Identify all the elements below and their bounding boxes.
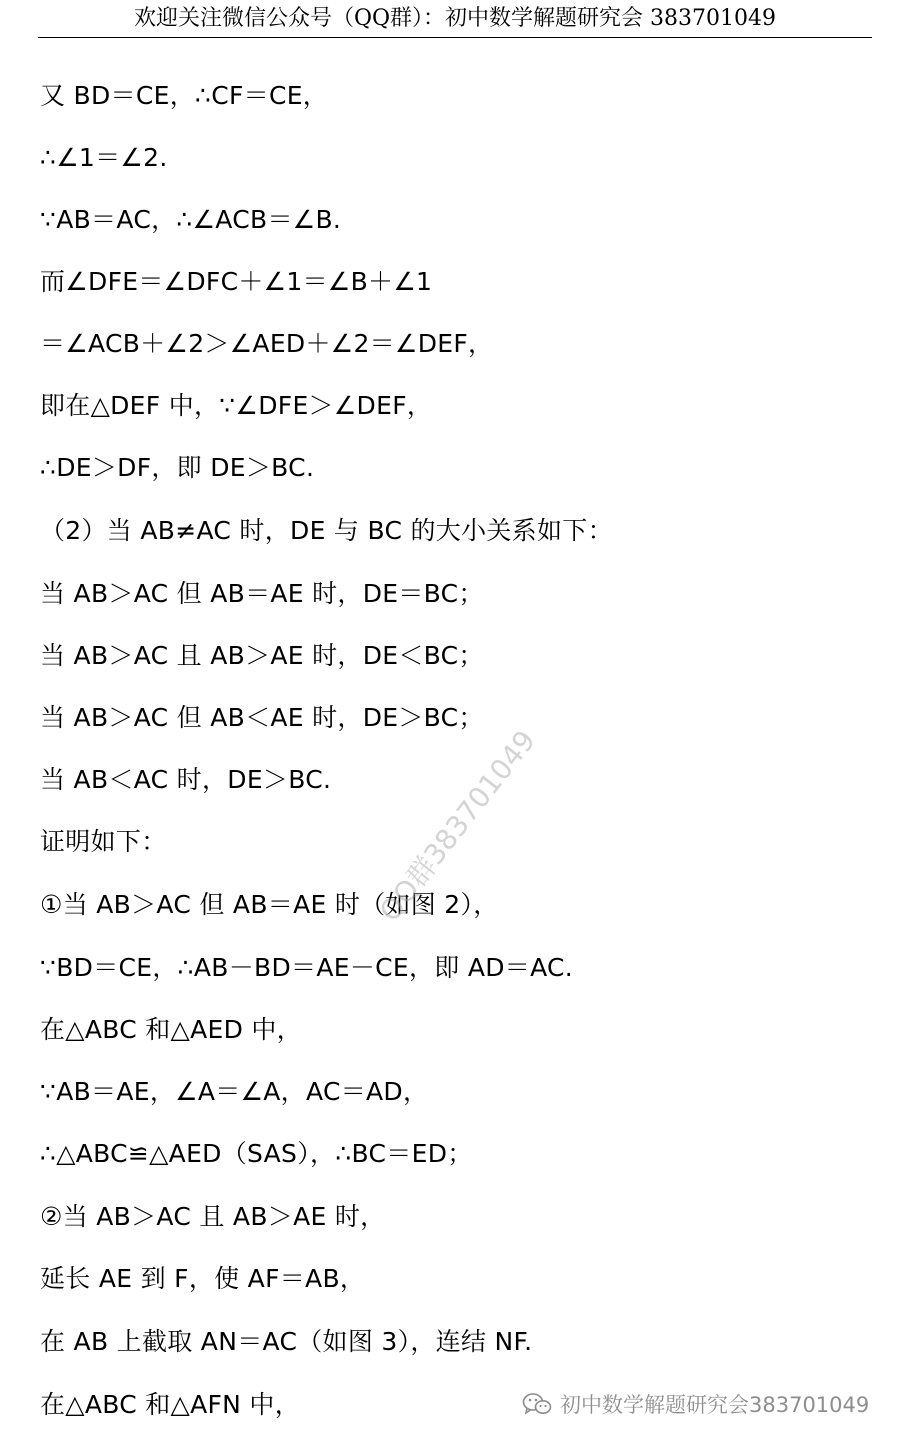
- text-line: 当 AB＞AC 且 AB＞AE 时，DE＜BC；: [40, 641, 484, 670]
- text-line: ＝∠ACB＋∠2＞∠AED＋∠2＝∠DEF，: [40, 329, 494, 358]
- page-header: [0, 0, 898, 38]
- text-line: ①当 AB＞AC 但 AB＝AE 时（如图 2），: [40, 890, 499, 919]
- text-line: ∵AB＝AC，∴∠ACB＝∠B.: [40, 205, 342, 234]
- header-divider: [38, 37, 872, 38]
- text-line: ∴DE＞DF，即 DE＞BC.: [40, 453, 315, 482]
- text-line: ∵BD＝CE，∴AB－BD＝AE－CE，即 AD＝AC.: [40, 953, 574, 982]
- text-line: 而∠DFE＝∠DFC＋∠1＝∠B＋∠1: [40, 267, 433, 296]
- footer-account-name: 初中数学解题研究会383701049: [560, 1393, 870, 1417]
- text-line: ∴∠1＝∠2.: [40, 143, 168, 172]
- text-line: 当 AB＜AC 时，DE＞BC.: [40, 765, 332, 794]
- text-line: （2）当 AB≠AC 时，DE 与 BC 的大小关系如下：: [40, 516, 613, 545]
- text-line: ∵AB＝AE，∠A＝∠A，AC＝AD，: [40, 1077, 429, 1106]
- text-line: 在 AB 上截取 AN＝AC（如图 3），连结 NF.: [40, 1327, 533, 1356]
- text-line: 当 AB＞AC 但 AB＜AE 时，DE＞BC；: [40, 703, 484, 732]
- qq-watermark: QQ群383701049: [372, 724, 542, 928]
- header-title: 欢迎关注微信公众号（QQ群）：初中数学解题研究会 383701049: [133, 6, 777, 31]
- text-line: 在△ABC 和△AED 中，: [40, 1015, 302, 1044]
- text-line: 证明如下：: [40, 827, 167, 856]
- footer-watermark: [522, 1388, 869, 1420]
- text-line: ∴△ABC≌△AED（SAS），∴BC＝ED；: [40, 1139, 473, 1168]
- text-line: 当 AB＞AC 但 AB＝AE 时，DE＝BC；: [40, 579, 484, 608]
- text-line: ②当 AB＞AC 且 AB＞AE 时，: [40, 1202, 386, 1231]
- text-line: 又 BD＝CE，∴CF＝CE，: [40, 81, 329, 110]
- text-line: 在△ABC 和△AFN 中，: [40, 1390, 300, 1419]
- text-line: 即在△DEF 中，∵∠DFE＞∠DEF，: [40, 391, 433, 420]
- text-line: 延长 AE 到 F，使 AF＝AB，: [40, 1264, 366, 1293]
- wechat-icon: [522, 1392, 552, 1416]
